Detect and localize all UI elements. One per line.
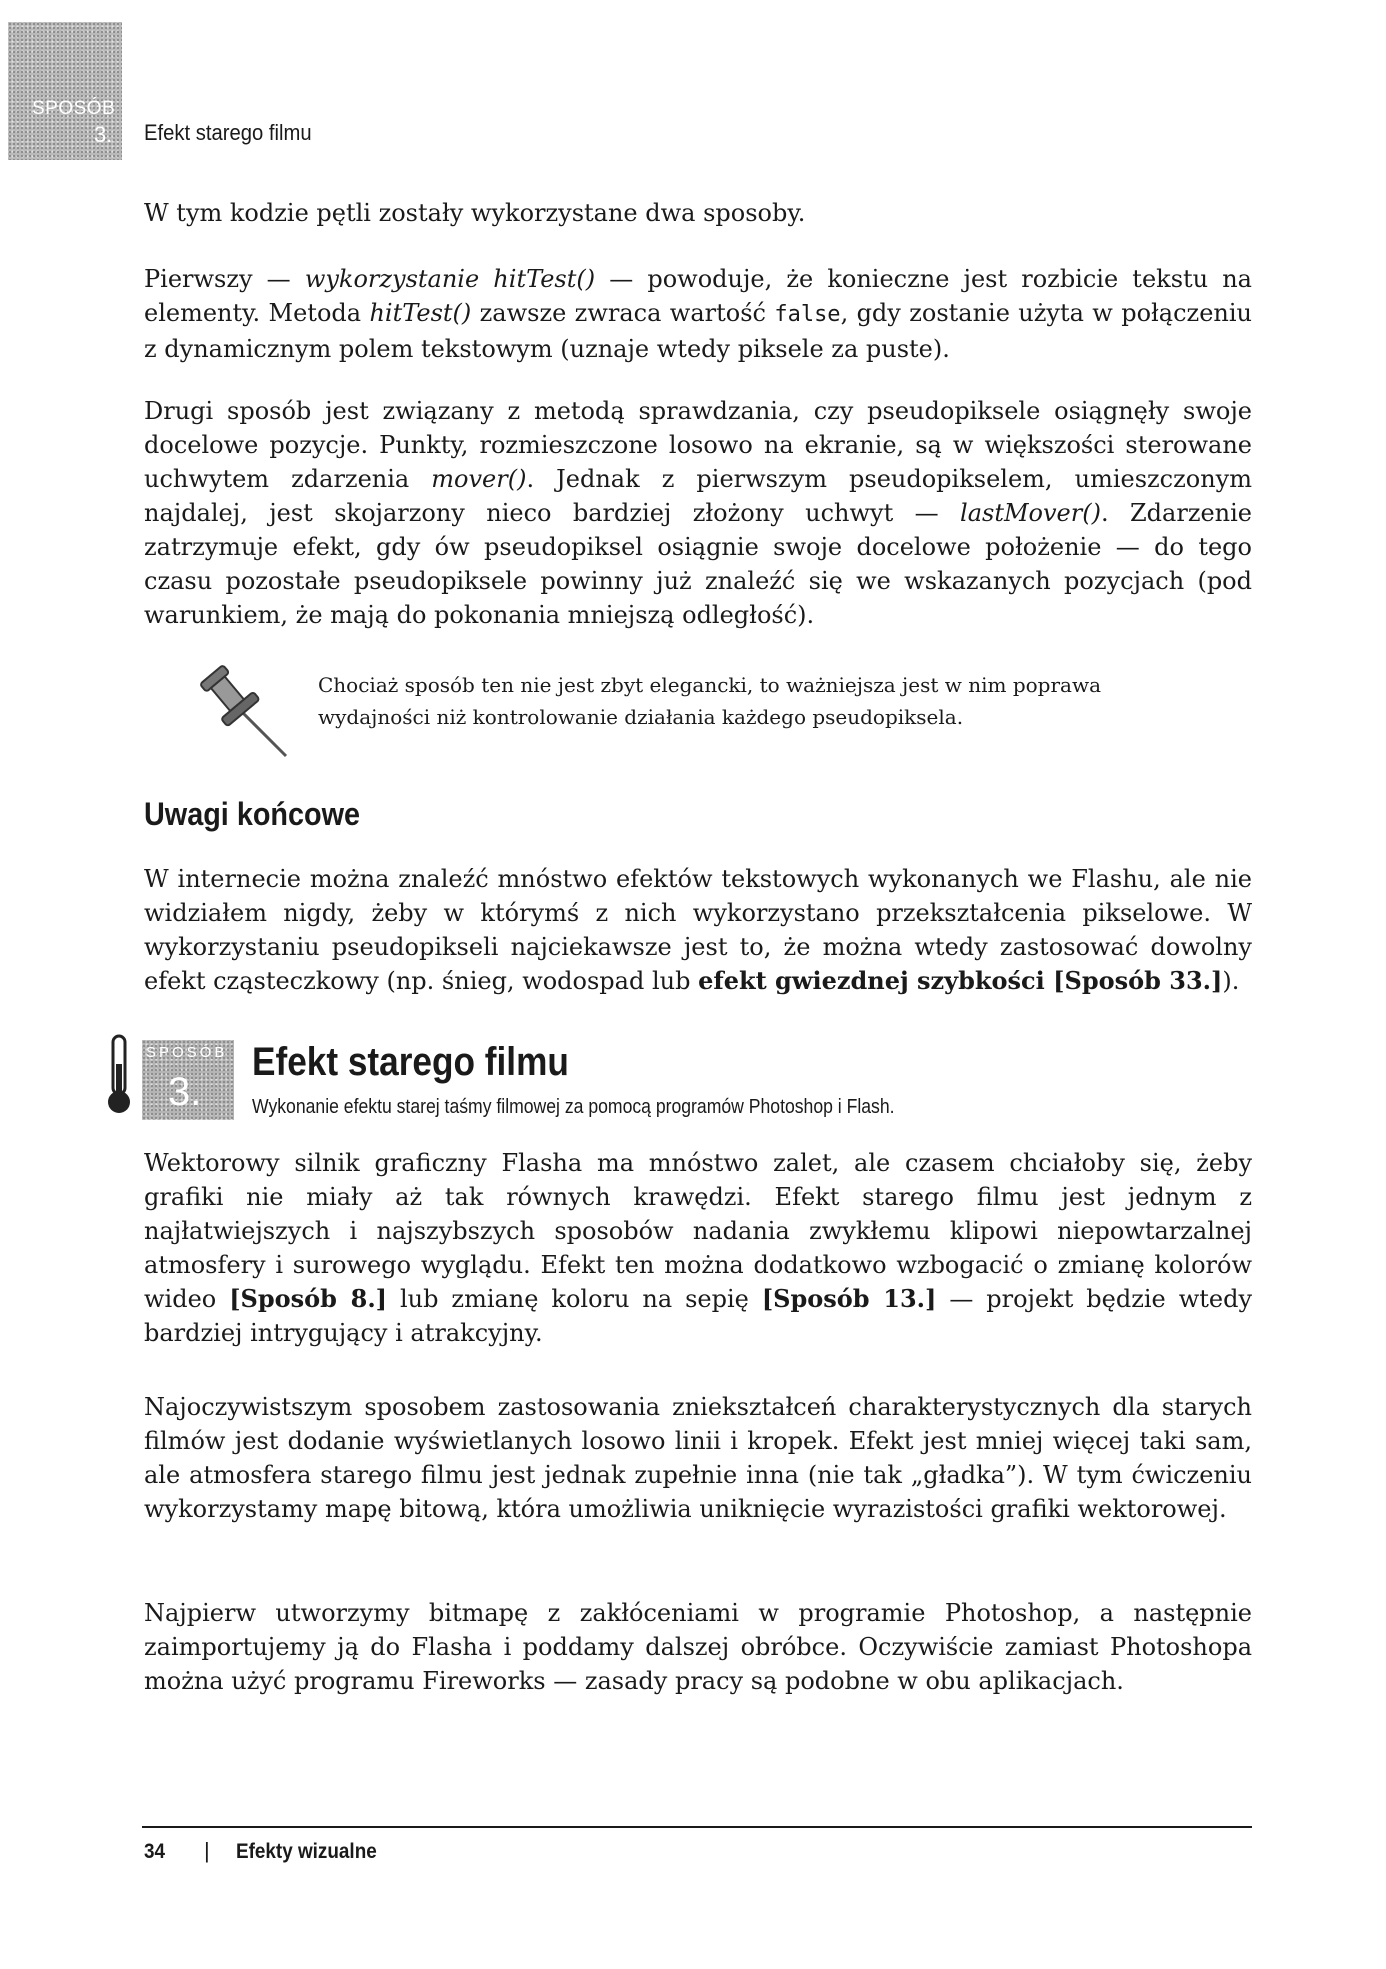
text-run: zawsze zwraca wartość — [471, 299, 775, 327]
footer-chapter-title: Efekty wizualne — [236, 1840, 377, 1863]
section-badge-label: SPOSÓB — [146, 1044, 228, 1061]
paragraph-5 — [144, 1146, 1252, 1350]
text-run: — powoduje, że konieczne jest rozbicie tekstu na elementy. Metoda — [144, 265, 1252, 327]
text-run: Drugi sposób jest związany z metodą sprawdzania, czy pseudopiksele osiągnęły swoje docelowe pozycje. Punkty, rozmieszczone losowo na ekranie, są w większości sterowane uchwytem zdarzenia — [144, 397, 1252, 493]
cross-reference: [Sposób 13.] — [761, 1284, 937, 1313]
italic-run: lastMover() — [960, 499, 1101, 527]
text-run: Pierwszy — — [144, 265, 305, 293]
footer-separator: | — [204, 1838, 210, 1863]
cross-reference: [Sposób 8.] — [229, 1284, 388, 1313]
text-run: Wektorowy silnik graficzny Flasha ma mnóstwo zalet, ale czasem chciałoby się, żeby grafiki nie miały aż tak równych krawędzi. Efekt starego filmu jest jednym z najłatwiejszych i najszybszych sposobów nadania zwykłemu klipowi niepowtarzalnej atmosfery i surowego wyglądu. Efekt ten można dodatkowo wzbogacić o zmianę kolorów wideo — [144, 1149, 1252, 1313]
section-badge-number: 3. — [168, 1070, 202, 1114]
cross-reference: efekt gwiezdnej szybkości [Sposób 33.] — [698, 966, 1223, 995]
section-subtitle: Wykonanie efektu starej taśmy filmowej za pomocą programów Photoshop i Flash. — [252, 1096, 895, 1118]
paragraph-7: Najpierw utworzymy bitmapę z zakłóceniami w programie Photoshop, a następnie zaimportujemy ją do Flasha i poddamy dalszej obróbce. Oczywiście zamiast Photoshopa można użyć programu Fireworks — zasady pracy są podobne w obu aplikacjach. — [144, 1599, 1252, 1695]
section-title: Efekt starego filmu — [252, 1040, 569, 1084]
pushpin-icon — [194, 660, 294, 760]
section-heading-uwagi: Uwagi końcowe — [144, 796, 361, 832]
paragraph-2 — [144, 262, 1252, 366]
text-run: , gdy zostanie użyta w połączeniu z dynamicznym polem tekstowym (uznaje wtedy piksele za puste). — [144, 299, 1252, 363]
paragraph-4 — [144, 862, 1252, 998]
text-run: lub zmianę koloru na sepię — [387, 1285, 762, 1313]
paragraph-1: W tym kodzie pętli zostały wykorzystane dwa sposoby. — [144, 199, 806, 227]
thermometer-icon — [106, 1034, 132, 1116]
header-badge-label: SPOSÓB — [32, 98, 116, 119]
header-badge-number: 3. — [94, 122, 113, 147]
note-text: Chociaż sposób ten nie jest zbyt elegancki, to ważniejsza jest w nim poprawa wydajności niż kontrolowanie działania każdego pseudopiksela. — [318, 673, 1101, 729]
text-run: W internecie można znaleźć mnóstwo efektów tekstowych wykonanych we Flashu, ale nie widziałem nigdy, żeby w którymś z nich wykorzystano przekształcenia pikselowe. W wykorzystaniu pseudopikseli najciekawsze jest to, że można wtedy zastosować dowolny efekt cząsteczkowy (np. śnieg, wodospad lub — [144, 865, 1252, 995]
code-run: false — [774, 302, 841, 327]
italic-run: wykorzystanie hitTest() — [304, 265, 596, 293]
header-sposob-badge — [8, 22, 122, 160]
paragraph-3 — [144, 394, 1252, 632]
paragraph-6: Najoczywistszym sposobem zastosowania zniekształceń charakterystycznych dla starych filmów jest dodanie wyświetlanych losowo linii i kropek. Efekt jest mniej więcej taki sam, ale atmosfera starego filmu jest jednak zupełnie inna (nie tak „gładka”). W tym ćwiczeniu wykorzystamy mapę bitową, która umożliwia uniknięcie wyrazistości grafiki wektorowej. — [144, 1393, 1252, 1523]
italic-run: hitTest() — [369, 299, 472, 327]
text-run: ). — [1222, 967, 1240, 995]
text-run: — projekt będzie wtedy bardziej intrygujący i atrakcyjny. — [144, 1285, 1253, 1347]
running-header-title: Efekt starego filmu — [144, 120, 312, 145]
section-sposob-badge — [142, 1040, 234, 1120]
page-number: 34 — [144, 1840, 166, 1863]
footer-rule — [142, 1826, 1252, 1828]
italic-run: mover() — [431, 465, 527, 493]
text-run: . Jednak z pierwszym pseudopikselem, umieszczonym najdalej, jest skojarzony nieco bardziej złożony uchwyt — — [144, 465, 1252, 527]
text-run: . Zdarzenie zatrzymuje efekt, gdy ów pseudopiksel osiągnie swoje docelowe położenie — do tego czasu pozostałe pseudopiksele powinny już znaleźć się we wskazanych pozycjach (pod warunkiem, że mają do pokonania mniejszą odległość). — [144, 499, 1252, 629]
